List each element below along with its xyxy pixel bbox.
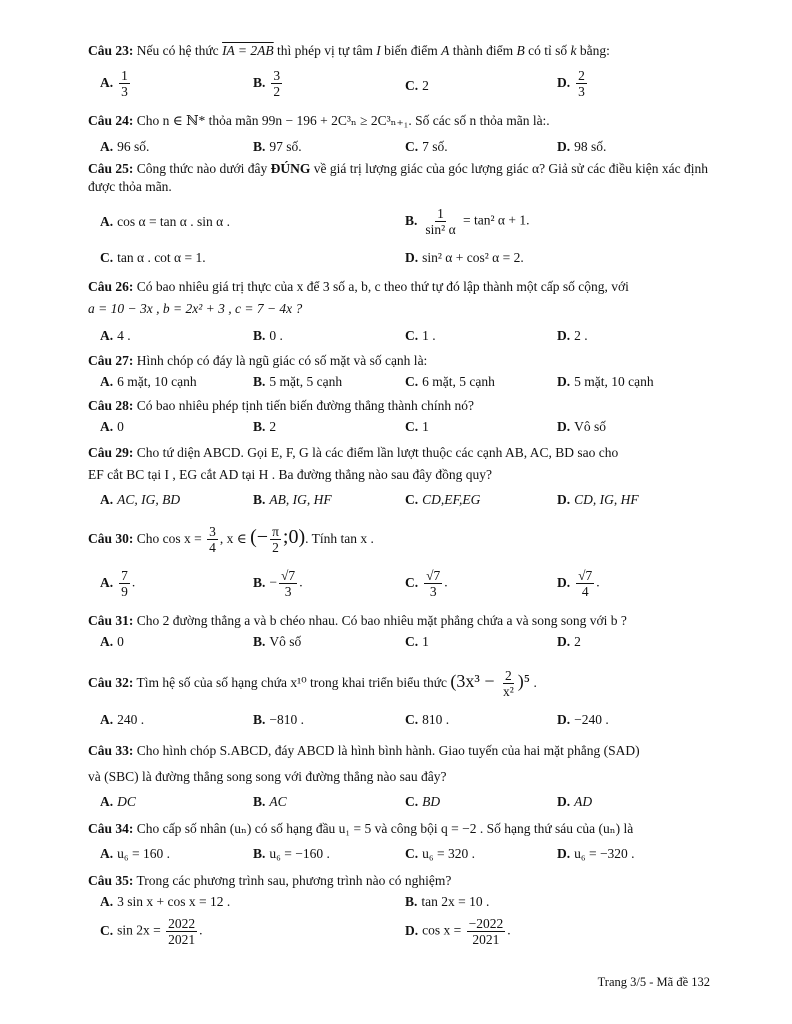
options-24: A. 96 số. B. 97 số. C. 7 số. D. 98 số.: [100, 139, 607, 154]
question-35: Câu 35: Trong các phương trình sau, phương trình nào có nghiệm?: [88, 873, 452, 888]
question-32: Câu 32: Tìm hệ số của số hạng chứa x¹⁰ trong khai triển biểu thức (3x³ − $\frac{2}{\text{x²}}$ )⁵ .: [88, 668, 537, 700]
options-34: A. u₆ = 160 . B. u₆ = −160 . C. u₆ = 320 . D. u₆ = −320 .: [100, 846, 635, 861]
option-b: B. $\frac{3}{2}$: [253, 68, 281, 99]
option-a: A. $\frac{1}{3}$: [100, 68, 128, 99]
page-footer: Trang 3/5 - Mã đề 132: [597, 975, 710, 989]
options-33: A. DC B. AC C. BD D. AD: [100, 794, 593, 809]
vector-formula: IA = 2AB: [222, 43, 274, 58]
question-31: Câu 31: Cho 2 đường thẳng a và b chéo nhau. Có bao nhiêu mặt phẳng chứa a và song song với b ?: [88, 613, 627, 628]
question-34: Câu 34: Cho cấp số nhân (uₙ) có số hạng đầu u₁ = 5 và công bội q = −2 . Số hạng thứ sáu của (uₙ) là: [88, 821, 634, 836]
question-23: Câu 23: Nếu có hệ thức IA = 2AB thì phép vị tự tâm I biến điểm A thành điểm B có tỉ số k bằng:: [88, 43, 610, 58]
options-35-row1: A. 3 sin x + cos x = 12 . B. tan 2x = 10 .: [100, 894, 490, 909]
question-24: Câu 24: Cho n ∈ ℕ* thỏa mãn 99n − 196 + 2C³ₙ ≥ 2C³ₙ₊₁. Số các số n thỏa mãn là:.: [88, 113, 550, 128]
question-25: Câu 25: Công thức nào dưới đây ĐÚNG về giá trị lượng giác của góc lượng giác α? Giả sử các điều kiện xác định được thỏa mãn.: [88, 161, 708, 194]
options-31: A. 0 B. Vô số C. 1 D. 2: [100, 634, 581, 649]
options-27: A. 6 mặt, 10 cạnh B. 5 mặt, 5 cạnh C. 6 mặt, 5 cạnh D. 5 mặt, 10 cạnh: [100, 374, 654, 389]
question-label: Câu 23:: [88, 43, 134, 58]
options-26: A. 4 . B. 0 . C. 1 . D. 2 .: [100, 328, 588, 343]
options-28: A. 0 B. 2 C. 1 D. Vô số: [100, 419, 607, 434]
question-28: Câu 28: Có bao nhiêu phép tịnh tiến biến đường thẳng thành chính nó?: [88, 398, 475, 413]
question-29: Câu 29: Cho tứ diện ABCD. Gọi E, F, G là các điểm lần lượt thuộc các cạnh AB, AC, BD sao cho EF cắt BC tại I , EG cắt AD tại H . Ba đường thẳng nào sau đây đồng quy?: [88, 445, 619, 482]
question-27: Câu 27: Hình chóp có đáy là ngũ giác có số mặt và số cạnh là:: [88, 353, 428, 368]
options-25-row1: A. cos α = tan α . sin α . B. $\frac{1}{\text{sin² α}}$ = tan² α + 1.: [100, 206, 530, 237]
question-26: Câu 26: Có bao nhiêu giá trị thực của x để 3 số a, b, c theo thứ tự đó lập thành một cấp số cộng, với a = 10 − 3x , b = 2x² + 3 , c = 7 − 4x ?: [88, 279, 629, 316]
options-32: A. 240 . B. −810 . C. 810 . D. −240 .: [100, 712, 609, 727]
options-29: A. AC, IG, BD B. AB, IG, HF C. CD,EF,EG D. CD, IG, HF: [100, 492, 639, 507]
option-d: D. $\frac{2}{3}$: [557, 68, 585, 99]
question-33: Câu 33: Cho hình chóp S.ABCD, đáy ABCD là hình bình hành. Giao tuyến của hai mặt phẳng (SAD) và (SBC) là đường thẳng song song với đường thẳng nào sau đây?: [88, 743, 640, 784]
options-25-row2: C. tan α . cot α = 1. D. sin² α + cos² α = 2.: [100, 250, 524, 265]
options-30: A. $\frac{7}{9}$ . B. − $\frac{√7}{3}$ . C. $\frac{√7}{3}$ . D. $\frac{√7}{4}$ .: [100, 568, 600, 599]
options-23: [100, 68, 710, 104]
options-35-row2: C. sin 2x = $\frac{2022}{2021}$ . D. cos x = $\frac{-2022}{2021}$ .: [100, 916, 511, 947]
question-30: Câu 30: Cho cos x = $\frac{3}{4}$ , x ∈ (− $\frac{\pi}{2}$ ;0). Tính tan x .: [88, 524, 374, 556]
option-c: C. 2: [405, 78, 429, 93]
